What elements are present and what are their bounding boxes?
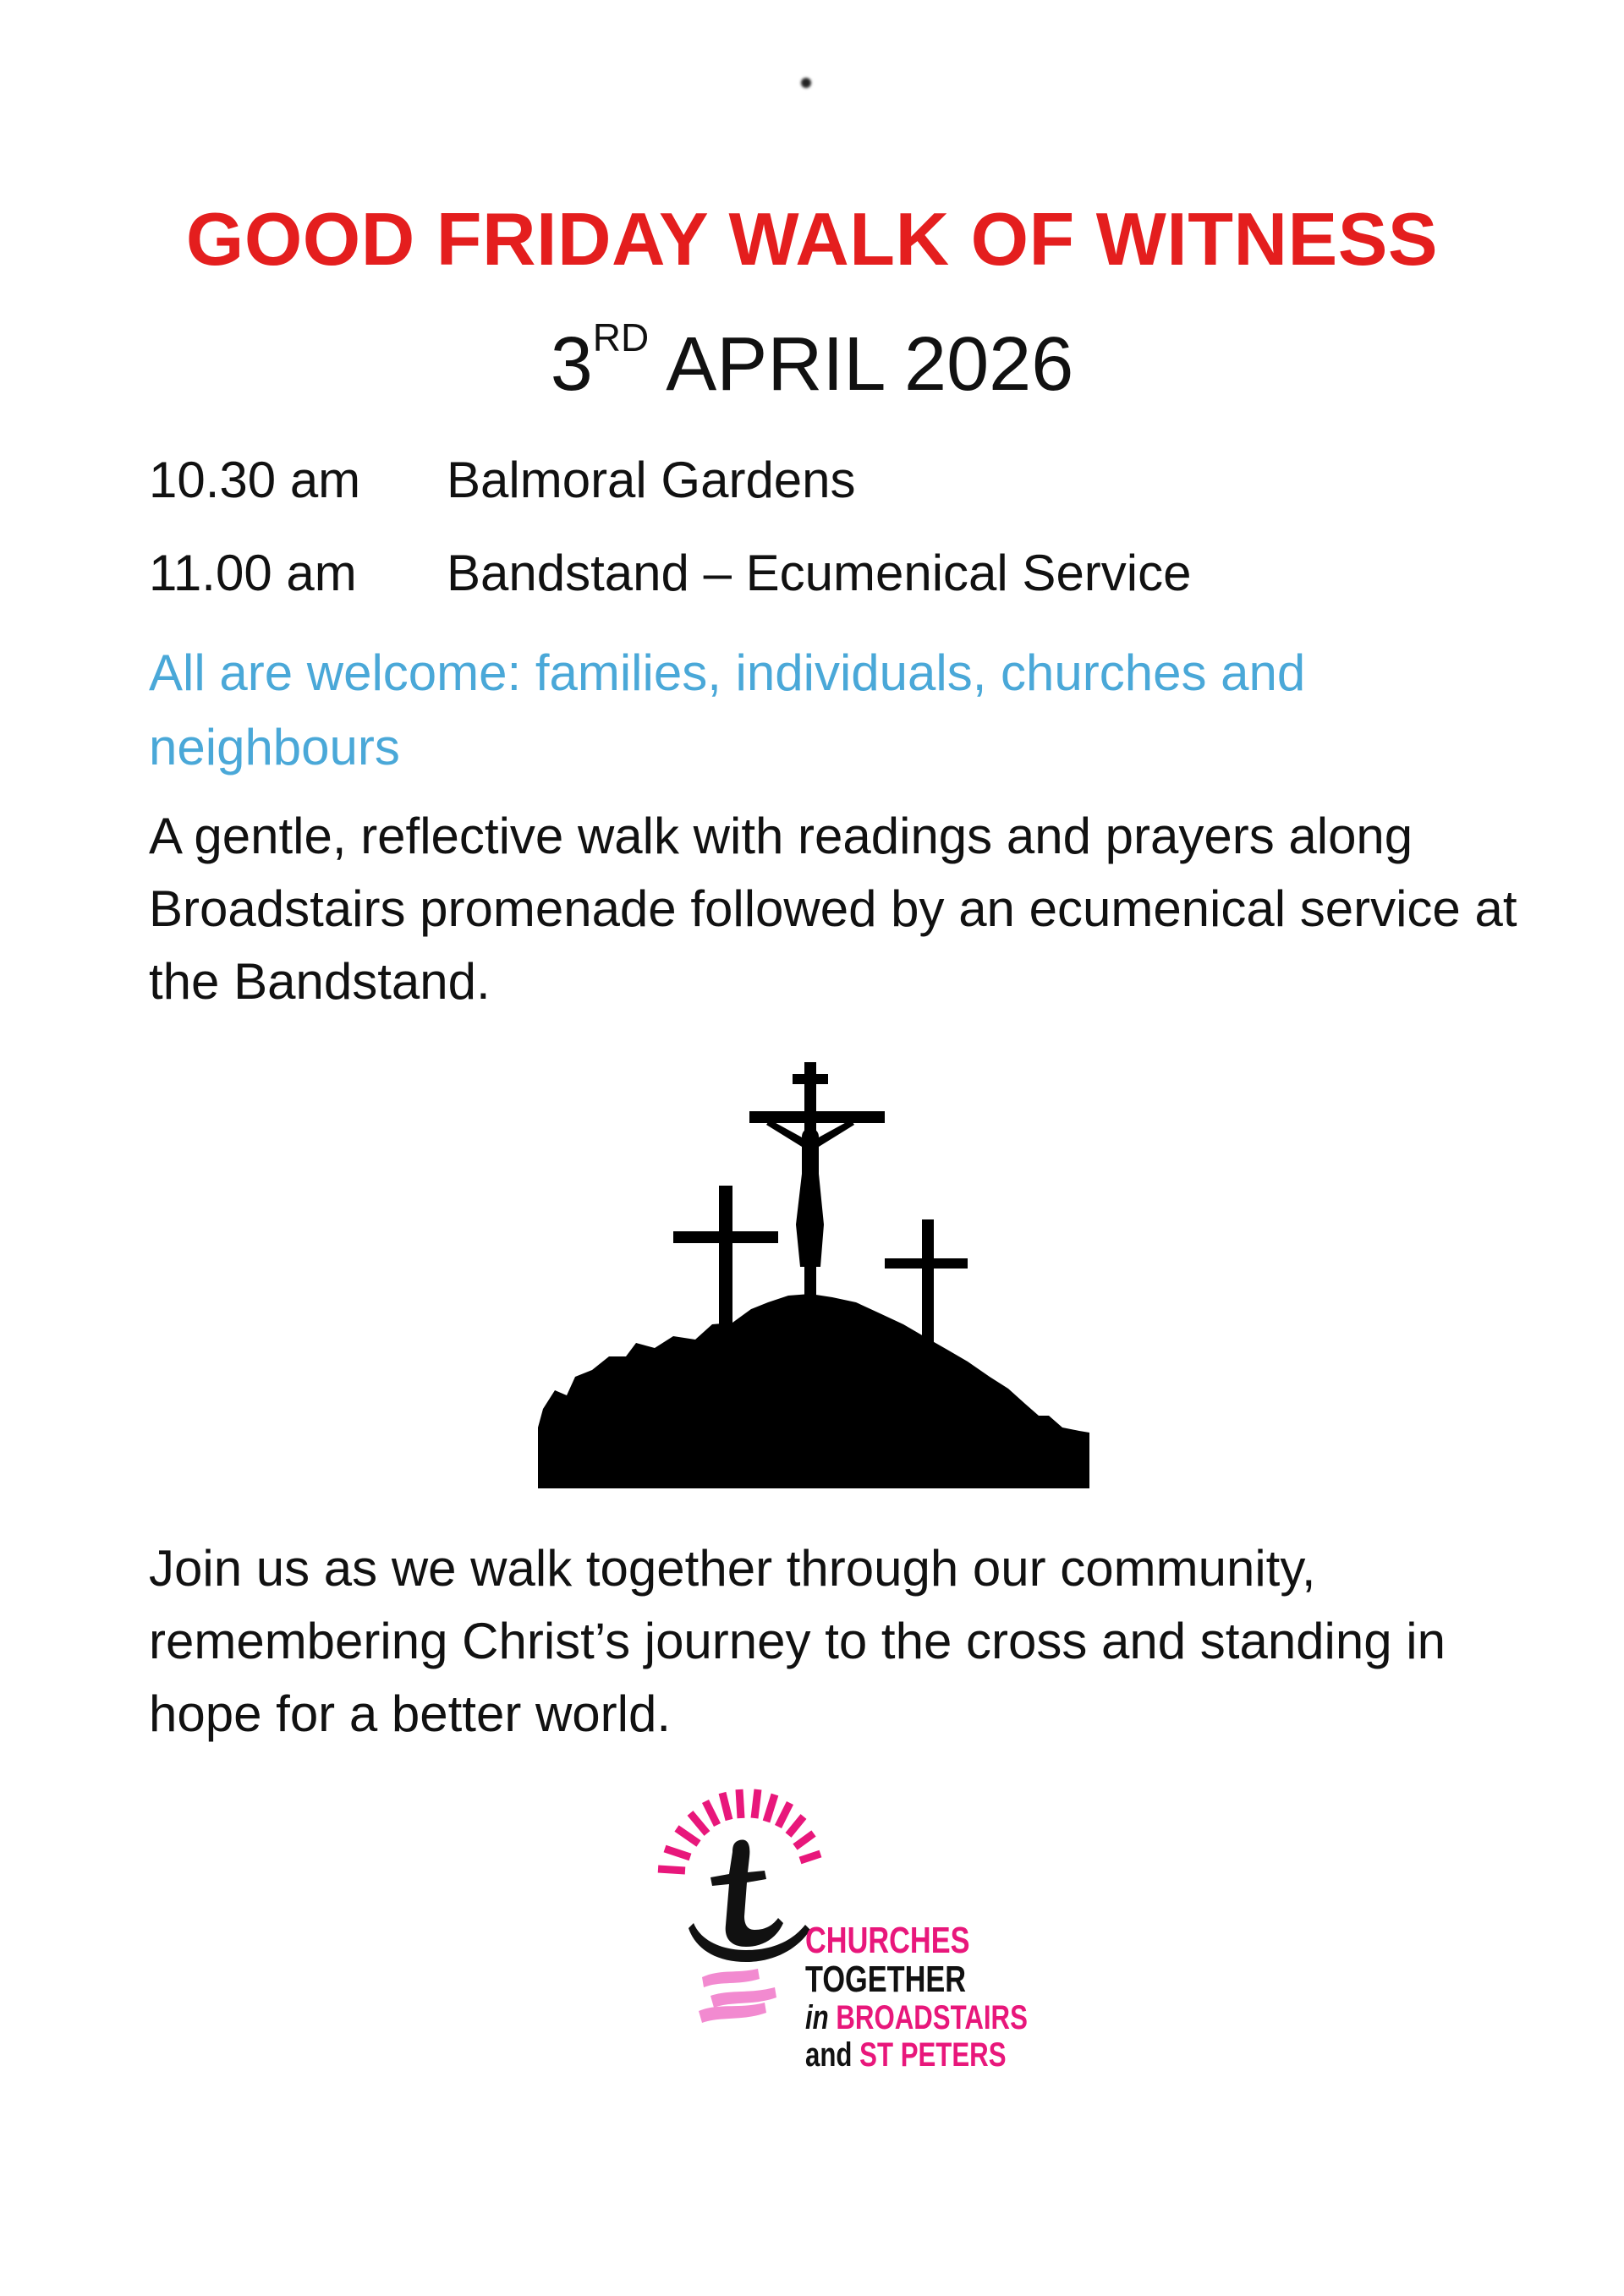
logo-word-and: and — [805, 2036, 853, 2074]
schedule-time: 11.00 am — [149, 545, 357, 601]
schedule-event: Bandstand – Ecumenical Service — [447, 545, 1192, 601]
calvary-three-crosses-image — [538, 1055, 1089, 1488]
schedule-item — [149, 451, 856, 509]
date-suffix: RD — [592, 315, 650, 359]
event-title: GOOD FRIDAY WALK OF WITNESS — [185, 197, 1439, 281]
logo-line-broadstairs — [805, 1999, 1028, 2037]
printing-speck — [801, 78, 811, 88]
date-day: 3 — [550, 322, 593, 407]
description-text: A gentle, reflective walk with readings and prayers along Broadstairs promenade followed by an ecumenical service at the Bandstand. — [149, 808, 1517, 1010]
schedule-event: Balmoral Gardens — [447, 452, 856, 508]
schedule-time: 10.30 am — [149, 452, 361, 508]
churches-together-logo — [639, 1781, 1028, 2085]
event-date — [0, 315, 1624, 408]
closing-text: Join us as we walk together through our community, remembering Christ’s journey to the cross and standing in hope for a better world. — [149, 1540, 1446, 1742]
welcome-text: All are welcome: families, individuals, churches and neighbours — [149, 644, 1306, 775]
schedule-item — [149, 544, 1192, 602]
logo-line-together: TOGETHER — [805, 1959, 967, 2000]
logo-word-st-peters: ST PETERS — [859, 2036, 1007, 2074]
logo-word-in: in — [805, 1999, 829, 2036]
logo-word-broadstairs: BROADSTAIRS — [836, 1999, 1028, 2036]
date-month-year: APRIL 2026 — [649, 322, 1074, 407]
logo-line-st-peters — [805, 2036, 1007, 2074]
logo-line-churches: CHURCHES — [805, 1920, 970, 1961]
